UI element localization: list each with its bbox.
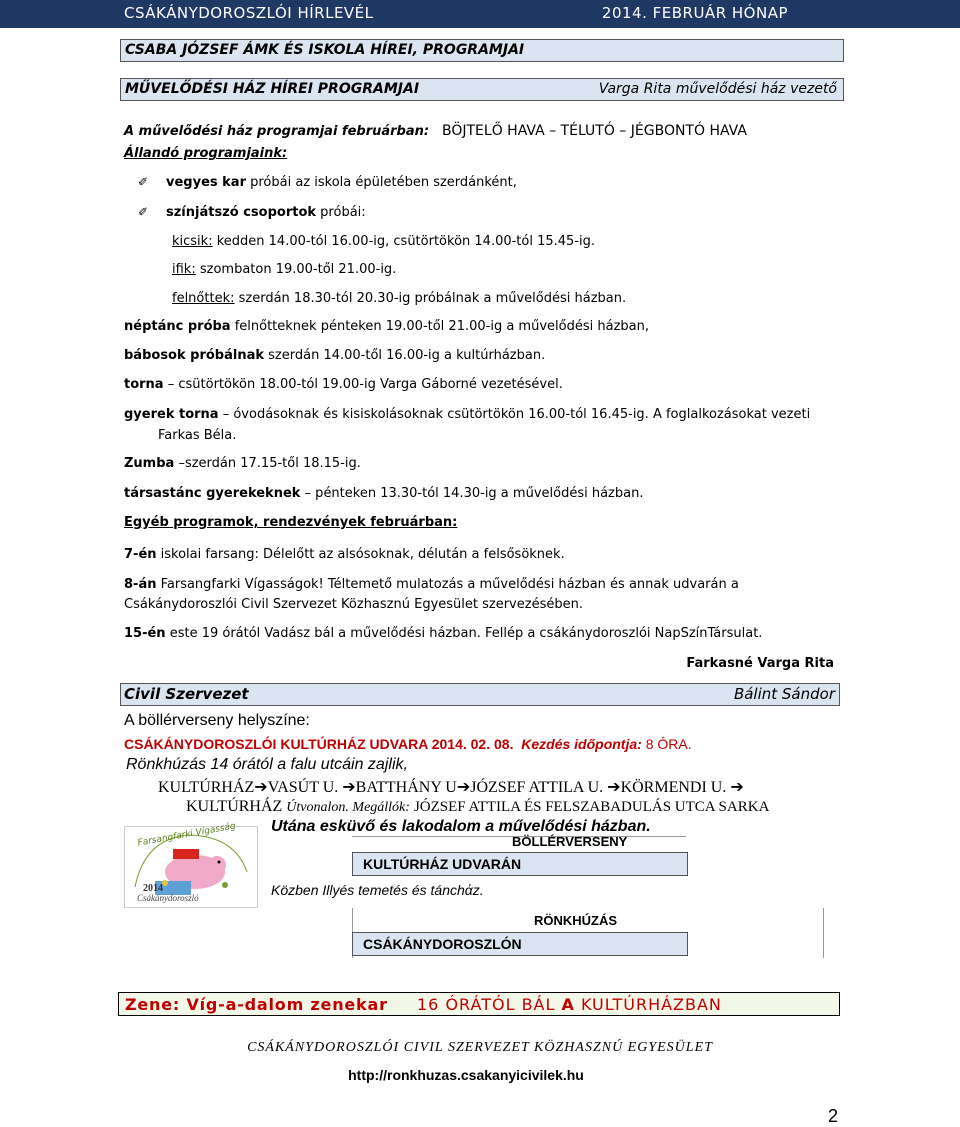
event-line: Csákánydoroszlói Civil Szervezet Közhasznú Egyesület szervezésében. [124,597,583,612]
logo-year: 2014 [143,883,163,894]
schedule-line: néptánc próba felnőtteknek pénteken 19.00-től 21.00-ig a művelődési házban, [124,319,649,334]
schedule-line: torna – csütörtökön 18.00-tól 19.00-ig Varga Gáborné vezetésével. [124,377,563,392]
route-line-2: KULTÚRHÁZ Útvonalon. Megállók: JÓZSEF ATTILA ÉS FELSZABADULÁS UTCA SARKA [186,798,770,815]
farsang-logo [124,821,258,908]
other-events-title: Egyéb programok, rendezvények februárban: [124,515,458,530]
section2-author: Varga Rita művelődési ház vezető [598,81,837,97]
table-head-2: RÖNKHÚZÁS [534,913,618,928]
table-note: Közben Illyés temetés és tánchάz. [271,882,484,898]
band-name: Zene: Víg-a-dalom zenekar [125,995,388,1014]
civil-title: Civil Szervezet [124,685,249,703]
ball-info: 16 ÓRÁTÓL BÁL A KULTÚRHÁZBAN [417,995,722,1014]
table-head-1: BÖLLÉRVERSENY [512,834,628,849]
venue-label: A böllérverseny helyszíne: [124,712,310,729]
venue-line: CSÁKÁNYDOROSZLÓI KULTÚRHÁZ UDVARA 2014. 02. 08. Kezdés időpontja: 8 ÓRA. [124,736,692,752]
section2-title: MŰVELŐDÉSI HÁZ HÍREI PROGRAMJAI [125,81,420,97]
section2-box [120,78,844,101]
header-bar [0,0,960,28]
group-line: felnőttek: szerdán 18.30-tól 20.30-ig próbálnak a művelődési házban. [172,291,627,306]
section1-box [120,39,844,62]
signature: Farkasné Varga Rita [686,656,834,671]
logo-text: Farsangfarki Vígasság [136,821,237,849]
logo-place: Csákánydoroszló [137,893,199,903]
schedule-line: Zumba –szerdán 17.15-től 18.15-ig. [124,456,361,471]
table-cell-1: KULTÚRHÁZ UDVARÁN [352,852,688,876]
schedule-line: társastánc gyerekeknek – pénteken 13.30-tól 14.30-ig a művelődési házban. [124,486,644,501]
schedule-line: Farkas Béla. [158,428,237,443]
page-number: 2 [827,1106,838,1126]
program-label: A művelődési ház programjai februárban: [124,124,430,139]
arrow-right-icon: ➔ [254,777,268,796]
bullet-item: ✐ vegyes kar próbái az iskola épületében szerdánként, [138,175,517,190]
event-line: 15-én este 19 órától Vadász bál a művelődési házban. Fellép a csákánydoroszlói NapSzínTársulat. [124,626,763,641]
civil-author: Bálint Sándor [733,685,835,703]
arrow-right-icon: ➔ [456,777,471,796]
after-text: Utána esküvő és lakodalom a művelődési házban. [271,818,651,835]
permanent-label: Állandó programjaink: [124,146,288,161]
footer-url[interactable]: http://ronkhuzas.csakanyicivilek.hu [348,1067,584,1083]
band-box [118,992,840,1016]
section1-title: CSABA JÓZSEF ÁMK ÉS ISKOLA HÍREI, PROGRAMJAI [125,42,525,58]
event-line: 7-én iskolai farsang: Délelőtt az alsósoknak, délután a felsősöknek. [124,547,565,562]
pencil-icon: ✐ [138,205,149,219]
arrow-right-icon: ➔ [607,777,621,796]
route-line-1: KULTÚRHÁZ➔VASÚT U. ➔BATTHÁNY U➔JÓZSEF ATTILA U. ➔KÖRMENDI U. ➔ [158,777,744,796]
footer-org: CSÁKÁNYDOROSZLÓI CIVIL SZERVEZET KÖZHASZNÚ EGYESÜLET [247,1040,713,1055]
issue-date: 2014. FEBRUÁR HÓNAP [601,4,788,22]
arrow-right-icon: ➔ [730,777,744,796]
arrow-right-icon: ➔ [342,777,356,796]
event-line: 8-án Farsangfarki Vígasságok! Téltemető mulatozás a művelődési házban és annak udvarán a [124,577,739,592]
group-line: kicsik: kedden 14.00-tól 16.00-ig, csütörtökön 14.00-tól 15.45-ig. [172,234,596,249]
schedule-line: gyerek torna – óvodásoknak és kisiskolásoknak csütörtökön 16.00-tól 16.45-ig. A foglalkozásokat vezeti [124,407,811,422]
schedule-line: bábosok próbálnak szerdán 14.00-től 16.00-ig a kultúrházban. [124,348,546,363]
program-motto: BÖJTELŐ HAVA – TÉLUTÓ – JÉGBONTÓ HAVA [442,123,747,139]
bullet-item: ✐ színjátszó csoportok próbái: [138,205,366,220]
newsletter-title: CSÁKÁNYDOROSZLÓI HÍRLEVÉL [124,4,374,22]
table-cell-2: CSÁKÁNYDOROSZLÓN [352,932,688,956]
pencil-icon: ✐ [138,175,149,189]
route-intro: Rönkhúzás 14 órától a falu utcáin zajlik, [126,756,408,773]
civil-box [120,683,840,706]
group-line: ifik: szombaton 19.00-től 21.00-ig. [172,262,397,277]
